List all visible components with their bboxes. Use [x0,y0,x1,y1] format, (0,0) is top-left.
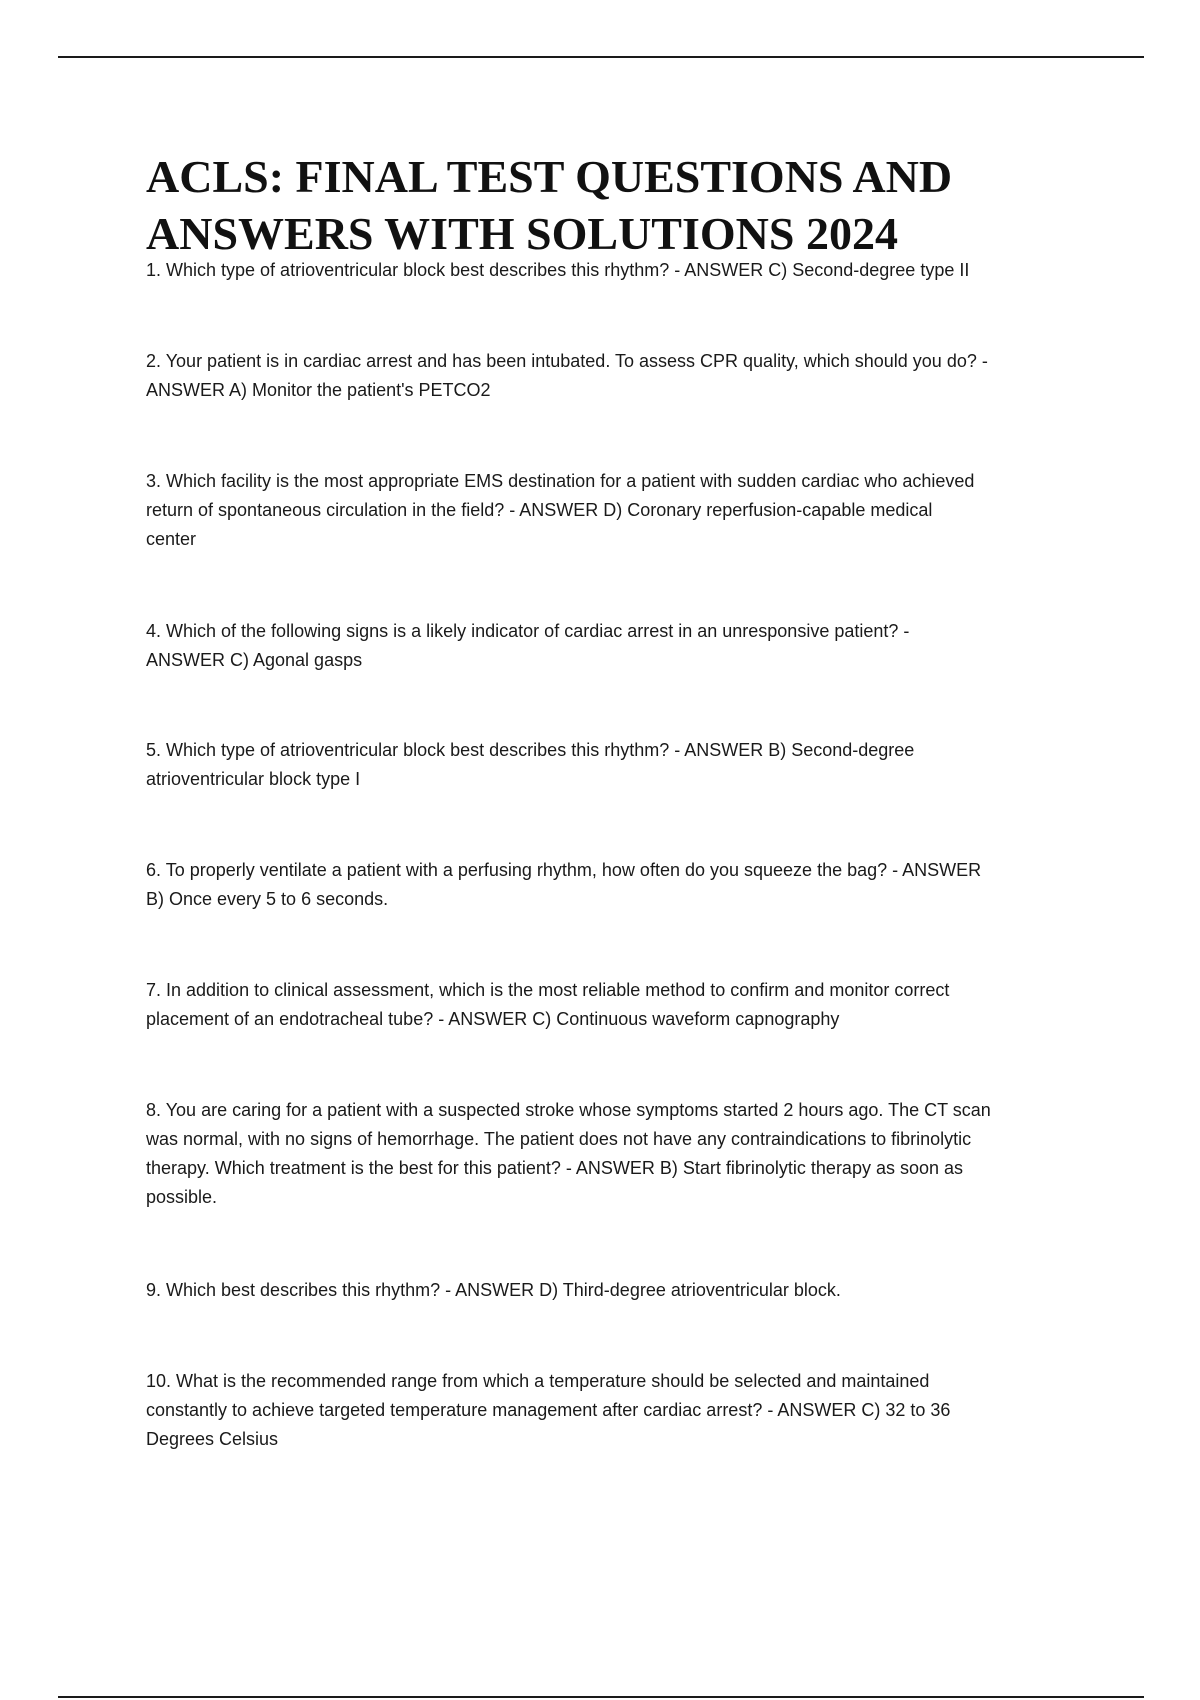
qa-item-2: 2. Your patient is in cardiac arrest and has been intubated. To assess CPR quality, which should you do? - ANSWER A) Monitor the patient's PETCO2 [146,351,988,400]
top-rule [58,56,1144,58]
qa-item-8: 8. You are caring for a patient with a suspected stroke whose symptoms started 2 hours ago. The CT scan was normal, with no signs of hemorrhage. The patient does not have any contraindications to fibrinolytic therapy. Which treatment is the best for this patient? - ANSWER B) Start fibrinolytic therapy as soon as possible. [146,1100,991,1207]
page-title: ACLS: FINAL TEST QUESTIONS AND ANSWERS WITH SOLUTIONS 2024 [146,151,953,259]
qa-item-3: 3. Which facility is the most appropriate EMS destination for a patient with sudden cardiac who achieved return of spontaneous circulation in the field? - ANSWER D) Coronary reperfusion-capable medical center [146,471,975,549]
qa-item-1: 1. Which type of atrioventricular block best describes this rhythm? - ANSWER C) Second-degree type II [146,260,970,280]
qa-item-9: 9. Which best describes this rhythm? - ANSWER D) Third-degree atrioventricular block. [146,1280,841,1300]
qa-item-4: 4. Which of the following signs is a likely indicator of cardiac arrest in an unresponsive patient? - ANSWER C) Agonal gasps [146,621,910,670]
qa-item-5: 5. Which type of atrioventricular block best describes this rhythm? - ANSWER B) Second-degree atrioventricular block type I [146,740,915,789]
qa-item-6: 6. To properly ventilate a patient with a perfusing rhythm, how often do you squeeze the bag? - ANSWER B) Once every 5 to 6 seconds. [146,860,982,909]
bottom-rule [58,1696,1144,1698]
qa-item-7: 7. In addition to clinical assessment, which is the most reliable method to confirm and monitor correct placement of an endotracheal tube? - ANSWER C) Continuous waveform capnography [146,980,950,1029]
qa-item-10: 10. What is the recommended range from which a temperature should be selected and maintained constantly to achieve targeted temperature management after cardiac arrest? - ANSWER C) 32 to 36 Degrees Celsius [146,1371,951,1449]
